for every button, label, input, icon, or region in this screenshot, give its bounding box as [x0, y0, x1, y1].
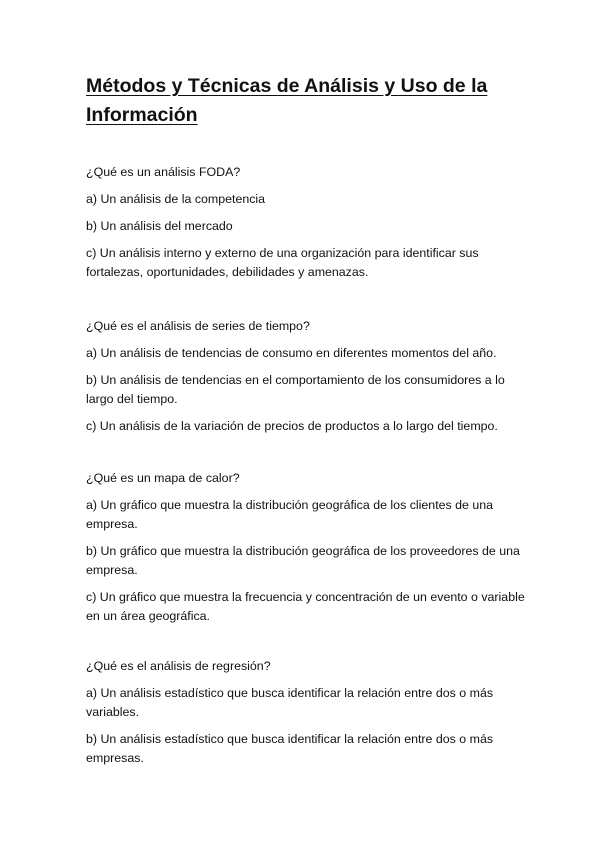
question-block-regresion [86, 657, 526, 768]
title-line-2: Información [86, 104, 198, 126]
answer-option: b) Un análisis estadístico que busca identificar la relación entre dos o más empresas. [86, 732, 494, 765]
page-title [86, 72, 526, 130]
question-text: ¿Qué es un análisis FODA? [86, 165, 241, 179]
answer-option: a) Un análisis estadístico que busca identificar la relación entre dos o más variables. [86, 686, 494, 719]
question-text: ¿Qué es un mapa de calor? [86, 471, 240, 485]
answer-option: a) Un gráfico que muestra la distribución geográfica de los clientes de una empresa. [86, 498, 494, 531]
answer-option: a) Un análisis de tendencias de consumo en diferentes momentos del año. [86, 346, 497, 360]
question-text: ¿Qué es el análisis de series de tiempo? [86, 319, 310, 333]
question-block-series-tiempo [86, 317, 526, 436]
answer-option: a) Un análisis de la competencia [86, 192, 266, 206]
question-block-mapa-calor [86, 469, 526, 626]
answer-option: c) Un análisis de la variación de precios de productos a lo largo del tiempo. [86, 419, 498, 433]
question-text: ¿Qué es el análisis de regresión? [86, 659, 271, 673]
question-block-foda [86, 163, 526, 282]
answer-option: c) Un análisis interno y externo de una organización para identificar sus fortalezas, oportunidades, debilidades y amenazas. [86, 246, 479, 279]
answer-option: b) Un análisis de tendencias en el comportamiento de los consumidores a lo largo del tiempo. [86, 373, 505, 406]
answer-option: b) Un gráfico que muestra la distribución geográfica de los proveedores de una empresa. [86, 544, 520, 577]
answer-option: b) Un análisis del mercado [86, 219, 233, 233]
title-line-1: Métodos y Técnicas de Análisis y Uso de la [86, 75, 488, 97]
answer-option: c) Un gráfico que muestra la frecuencia y concentración de un evento o variable en un área geográfica. [86, 590, 525, 623]
